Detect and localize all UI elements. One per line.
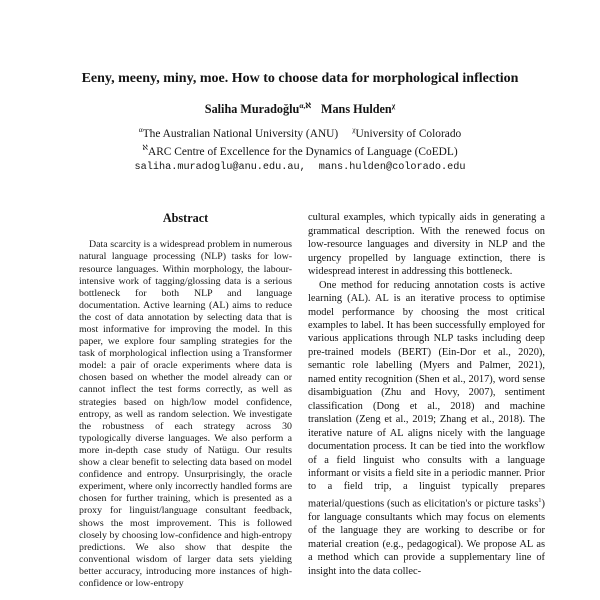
affiliation-marker-colorado: χ <box>352 124 356 134</box>
footnote-ref-1: 1 <box>538 496 542 504</box>
author-name-2: Mans Hulden <box>320 101 392 116</box>
affiliation-marker-coedl: ℵ <box>142 142 148 152</box>
two-column-body <box>57 211 545 590</box>
affiliation-line-1 <box>0 123 600 141</box>
author-sup-1: α,ℵ <box>299 100 311 110</box>
paper-title: Eeny, meeny, miny, moe. How to choose data for morphological inflection <box>81 71 519 86</box>
author-name-1: Saliha Muradoğlu <box>204 101 300 116</box>
affiliation-line-2 <box>0 141 600 159</box>
email-author2: mans.hulden@colorado.edu <box>318 162 466 174</box>
abstract-text: Data scarcity is a widespread problem in numerous natural language processing (NLP) tasks for low-resource languages. Within morphology, the labour-intensive work of tagging/glossing data is a serious bottleneck for both NLP and language documentation. Active learning (AL) aims to reduce the cost of data annotation by selecting data that is most informative for improving the model. In this paper, we explore four sampling strategies for the task of morphological inflection using a Transformer model: a pair of oracle experiments where data is chosen based on whether the model already can or cannot inflect the test forms correctly, as well as strategies based on high/low model confidence, entropy, as well as random selection. We investigate the robustness of each strategy across 30 typologically diverse languages. We also perform a more in-depth case study of Natügu. Our results show a clear benefit to selecting data based on model confidence and entropy. Unsurprisingly, the oracle experiment, where only incorrectly handled forms are chosen for further training, which is presented as a proxy for linguist/language consultant feedback, shows the most improvement. This is followed closely by choosing low-confidence and high-entropy predictions. We also show that despite the conventional wisdom of larger data sets yielding better accuracy, introducing more instances of high-confidence or low-entropy <box>79 239 292 589</box>
right-column <box>308 211 545 590</box>
abstract-heading: Abstract <box>162 211 209 226</box>
email-author1: saliha.muradoglu@anu.edu.au, <box>134 162 306 174</box>
intro-paragraph-2 <box>308 279 545 578</box>
intro-paragraph-2-text: One method for reducing annotation costs is active learning (AL). AL is an iterative process to optimise model performance by choosing the most critical examples to label. It has been successfully employed for various applications through NLP tasks including deep pre-trained models (BERT) (Ein-Dor et al., 2020), semantic role labelling (Myers and Palmer, 2021), named entity recognition (Shen et al., 2017), word sense disambiguation (Zhu and Hovy, 2007), sentiment classification (Dong et al., 2018) and machine translation (Zeng et al., 2019; Zhang et al., 2018). The iterative nature of AL aligns nicely with the language documentation process. It can be tied into the workflow of a field linguist who consults with a language informant or visits a field site in a periodic manner. Prior to a field trip, a linguist typically prepares material/questions (such as elicitation's or picture tasks <box>308 279 545 510</box>
left-column <box>57 211 294 590</box>
affiliation-marker-anu: α <box>138 124 143 134</box>
author-sup-2: χ <box>391 100 396 110</box>
affiliation-anu: The Australian National University (ANU) <box>142 127 339 140</box>
intro-paragraph-2-continued: ) for language consultants which may focus on elements of the language they are working to describe or for material creation (e.g., pedagogical). We propose AL as a method which can provide a supplementary line of insight into the data collec- <box>308 498 545 577</box>
author-line <box>0 101 600 117</box>
affiliation-coedl: ARC Centre of Excellence for the Dynamics of Language (CoEDL) <box>147 145 458 158</box>
affiliation-colorado: University of Colorado <box>355 127 462 140</box>
email-line <box>0 162 600 173</box>
intro-paragraph-1: cultural examples, which typically aids in generating a grammatical description. With the renewed focus on low-resource languages and diversity in NLP and the urgency propelled by language extinction, there is widespread interest in addressing this bottleneck. <box>308 212 545 278</box>
